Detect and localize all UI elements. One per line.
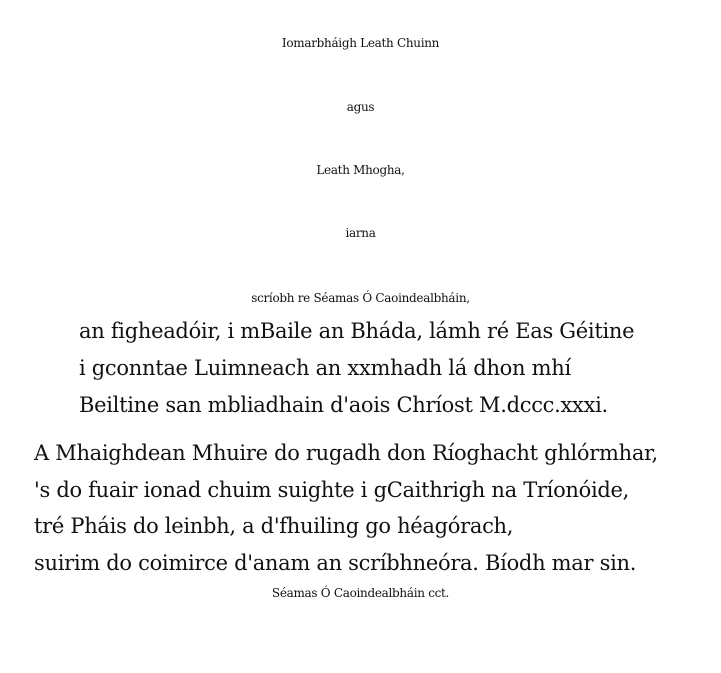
signature: Séamas Ó Caoindealbháin cct.	[271, 586, 450, 600]
colophon-line-3: i gconntae Luimneach an xxmhadh lá dhon mhí	[79, 356, 571, 380]
prayer-line-1: A Mhaighdean Mhuire do rugadh don Ríoghacht ghlórmhar,	[34, 441, 658, 465]
prayer-line-3: tré Pháis do leinbh, a d'fhuiling go héagórach,	[34, 514, 514, 538]
title-line-3: Leath Mhogha,	[316, 163, 405, 177]
prayer-line-4: suirim do coimirce d'anam an scríbhneóra. Bíodh mar sin.	[34, 551, 637, 575]
title-line-2: agus	[346, 100, 375, 114]
prayer-line-2: 's do fuair ionad chuim suighte i gCaithrigh na Tríonóide,	[34, 478, 630, 502]
title-line-4: iarna	[345, 226, 376, 240]
colophon-line-4: Beiltine san mbliadhain d'aois Chríost M.dccc.xxxi.	[79, 393, 608, 417]
colophon-line-2: an figheadóir, i mBaile an Bháda, lámh ré Eas Géitine	[79, 319, 635, 343]
colophon-line-1: scríobh re Séamas Ó Caoindealbháin,	[251, 291, 470, 305]
title-line-1: Iomarbháigh Leath Chuinn	[281, 36, 440, 50]
